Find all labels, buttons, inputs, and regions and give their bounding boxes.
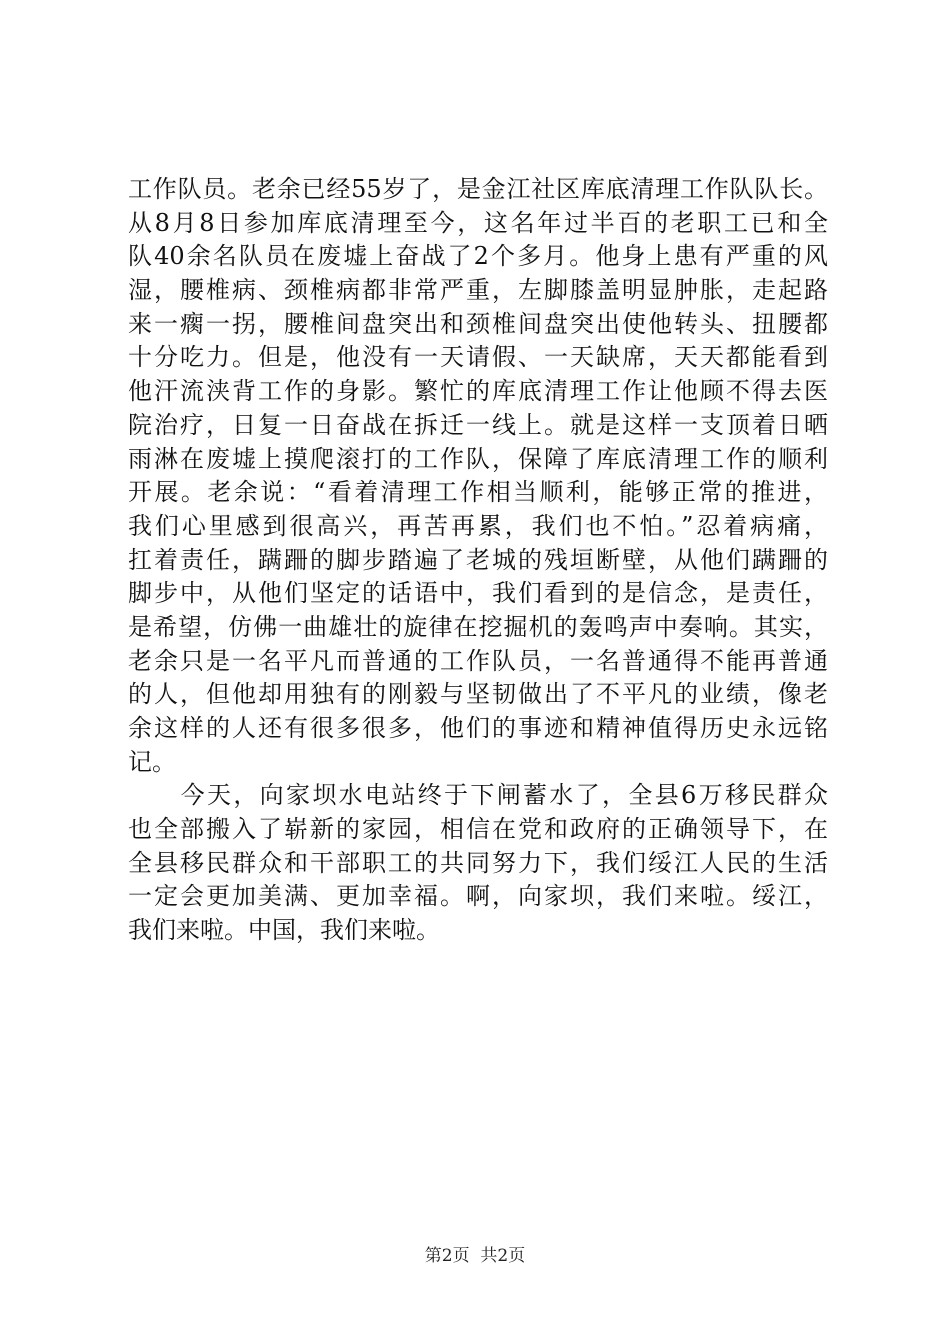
text-line: 我们来啦。中国，我们来啦。 bbox=[128, 916, 440, 945]
text-line: 从8月8日参加库底清理至今，这名年过半百的老职工已和全 bbox=[128, 208, 828, 237]
text-line: 老余只是一名平凡而普通的工作队员，一名普通得不能再普通 bbox=[128, 646, 828, 675]
page-number-label: 第2页 共2页 bbox=[424, 1246, 526, 1266]
text-line: 雨淋在废墟上摸爬滚打的工作队，保障了库底清理工作的顺利 bbox=[128, 444, 828, 473]
text-line: 全县移民群众和干部职工的共同努力下，我们绥江人民的生活 bbox=[128, 848, 828, 877]
text-line: 工作队员。老余已经55岁了，是金江社区库底清理工作队队长。 bbox=[128, 175, 828, 203]
text-line: 也全部搬入了崭新的家园，相信在党和政府的正确领导下，在 bbox=[128, 815, 828, 844]
text-line: 余这样的人还有很多很多，他们的事迹和精神值得历史永远铭 bbox=[128, 714, 828, 742]
text-line: 我们心里感到很高兴，再苦再累，我们也不怕。”忍着病痛， bbox=[128, 511, 828, 540]
text-line: 十分吃力。但是，他没有一天请假、一天缺席，天天都能看到 bbox=[128, 343, 828, 372]
text-line: 院治疗，日复一日奋战在拆迁一线上。就是这样一支顶着日晒 bbox=[128, 410, 828, 439]
text-line: 是希望，仿佛一曲雄壮的旋律在挖掘机的轰鸣声中奏响。其实， bbox=[128, 612, 828, 641]
text-line: 记。 bbox=[128, 747, 176, 776]
text-line: 一定会更加美满、更加幸福。啊，向家坝，我们来啦。绥江， bbox=[128, 882, 828, 911]
body-text bbox=[128, 173, 828, 948]
text-line: 脚步中，从他们坚定的话语中，我们看到的是信念，是责任， bbox=[128, 579, 828, 608]
text-line: 来一瘸一拐，腰椎间盘突出和颈椎间盘突出使他转头、扭腰都 bbox=[128, 309, 828, 338]
text-line: 队40余名队员在废墟上奋战了2个多月。他身上患有严重的风 bbox=[128, 242, 828, 271]
text-line: 今天，向家坝水电站终于下闸蓄水了，全县6万移民群众 bbox=[128, 781, 828, 810]
text-line: 开展。老余说：“看着清理工作相当顺利，能够正常的推进， bbox=[128, 478, 828, 507]
text-line: 他汗流浃背工作的身影。繁忙的库底清理工作让他顾不得去医 bbox=[128, 377, 828, 406]
page-footer bbox=[0, 1245, 950, 1267]
text-line: 扛着责任，蹒跚的脚步踏遍了老城的残垣断壁，从他们蹒跚的 bbox=[128, 545, 828, 574]
text-line: 的人，但他却用独有的刚毅与坚韧做出了不平凡的业绩，像老 bbox=[128, 680, 828, 709]
text-line: 湿，腰椎病、颈椎病都非常严重，左脚膝盖明显肿胀，走起路 bbox=[128, 276, 828, 305]
